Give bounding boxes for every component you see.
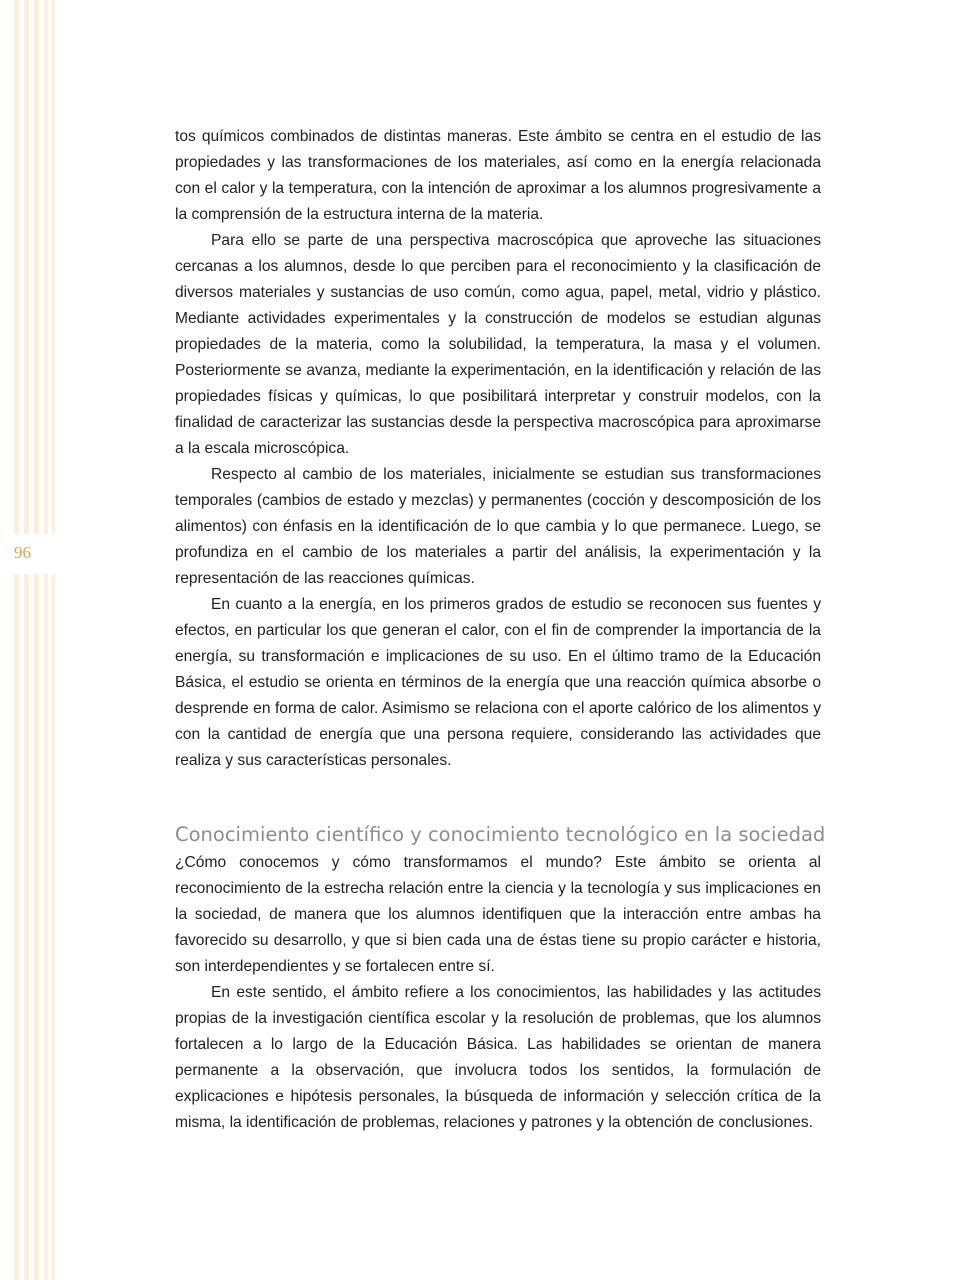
page-number: 96 [14, 543, 31, 562]
body-paragraph: En este sentido, el ámbito refiere a los conocimientos, las habilidades y las actitudes propias de la investigación científica escolar y la resolución de problemas, que los alumnos fortalecen a lo largo de la Educación Básica. Las habilidades se orientan de manera permanente a la observación, que involucra todos los sentidos, la formulación de explicaciones e hipótesis personales, la búsqueda de información y selección crítica de la misma, la identificación de problemas, relaciones y patrones y la obtención de conclusiones. [175, 984, 821, 1131]
page-body [175, 124, 826, 1136]
body-paragraph: En cuanto a la energía, en los primeros grados de estudio se reconocen sus fuentes y efectos, en particular los que generan el calor, con el fin de comprender la importancia de la energía, su transformación e implicaciones de su uso. En el último tramo de la Educación Básica, el estudio se orienta en términos de la energía que una reacción química absorbe o desprende en forma de calor. Asimismo se relaciona con el aporte calórico de los alimentos y con la cantidad de energía que una persona requiere, considerando las actividades que realiza y sus características personales. [175, 596, 821, 769]
margin-decoration [0, 0, 60, 1280]
body-paragraph: tos químicos combinados de distintas maneras. Este ámbito se centra en el estudio de las propiedades y las transformaciones de los materiales, así como en la energía relacionada con el calor y la temperatura, con la intención de aproximar a los alumnos progresivamente a la comprensión de la estructura interna de la materia. [175, 128, 821, 223]
body-paragraph: Respecto al cambio de los materiales, inicialmente se estudian sus transformaciones temporales (cambios de estado y mezclas) y permanentes (cocción y descomposición de los alimentos) con énfasis en la identificación de lo que cambia y lo que permanece. Luego, se profundiza en el cambio de los materiales a partir del análisis, la experimentación y la representación de las reacciones químicas. [175, 466, 821, 587]
body-paragraph: Para ello se parte de una perspectiva macroscópica que aproveche las situaciones cercanas a los alumnos, desde lo que perciben para el reconocimiento y la clasificación de diversos materiales y sustancias de uso común, como agua, papel, metal, vidrio y plástico. Mediante actividades experimentales y la construcción de modelos se estudian algunas propiedades de la materia, como la solubilidad, la temperatura, la masa y el volumen. Posteriormente se avanza, mediante la experimentación, en la identificación y relación de las propiedades físicas y químicas, lo que posibilitará interpretar y construir modelos, con la finalidad de caracterizar las sustancias desde la perspectiva macroscópica para aproximarse a la escala microscópica. [175, 232, 821, 457]
section-heading: Conocimiento científico y conocimiento tecnológico en la sociedad [175, 823, 826, 846]
body-paragraph: ¿Cómo conocemos y cómo transformamos el mundo? Este ámbito se orienta al reconocimiento de la estrecha relación entre la ciencia y la tecnología y sus implicaciones en la sociedad, de manera que los alumnos identifiquen que la interacción entre ambas ha favorecido su desarrollo, y que si bien cada una de éstas tiene su propio carácter e historia, son interdependientes y se fortalecen entre sí. [175, 854, 821, 975]
